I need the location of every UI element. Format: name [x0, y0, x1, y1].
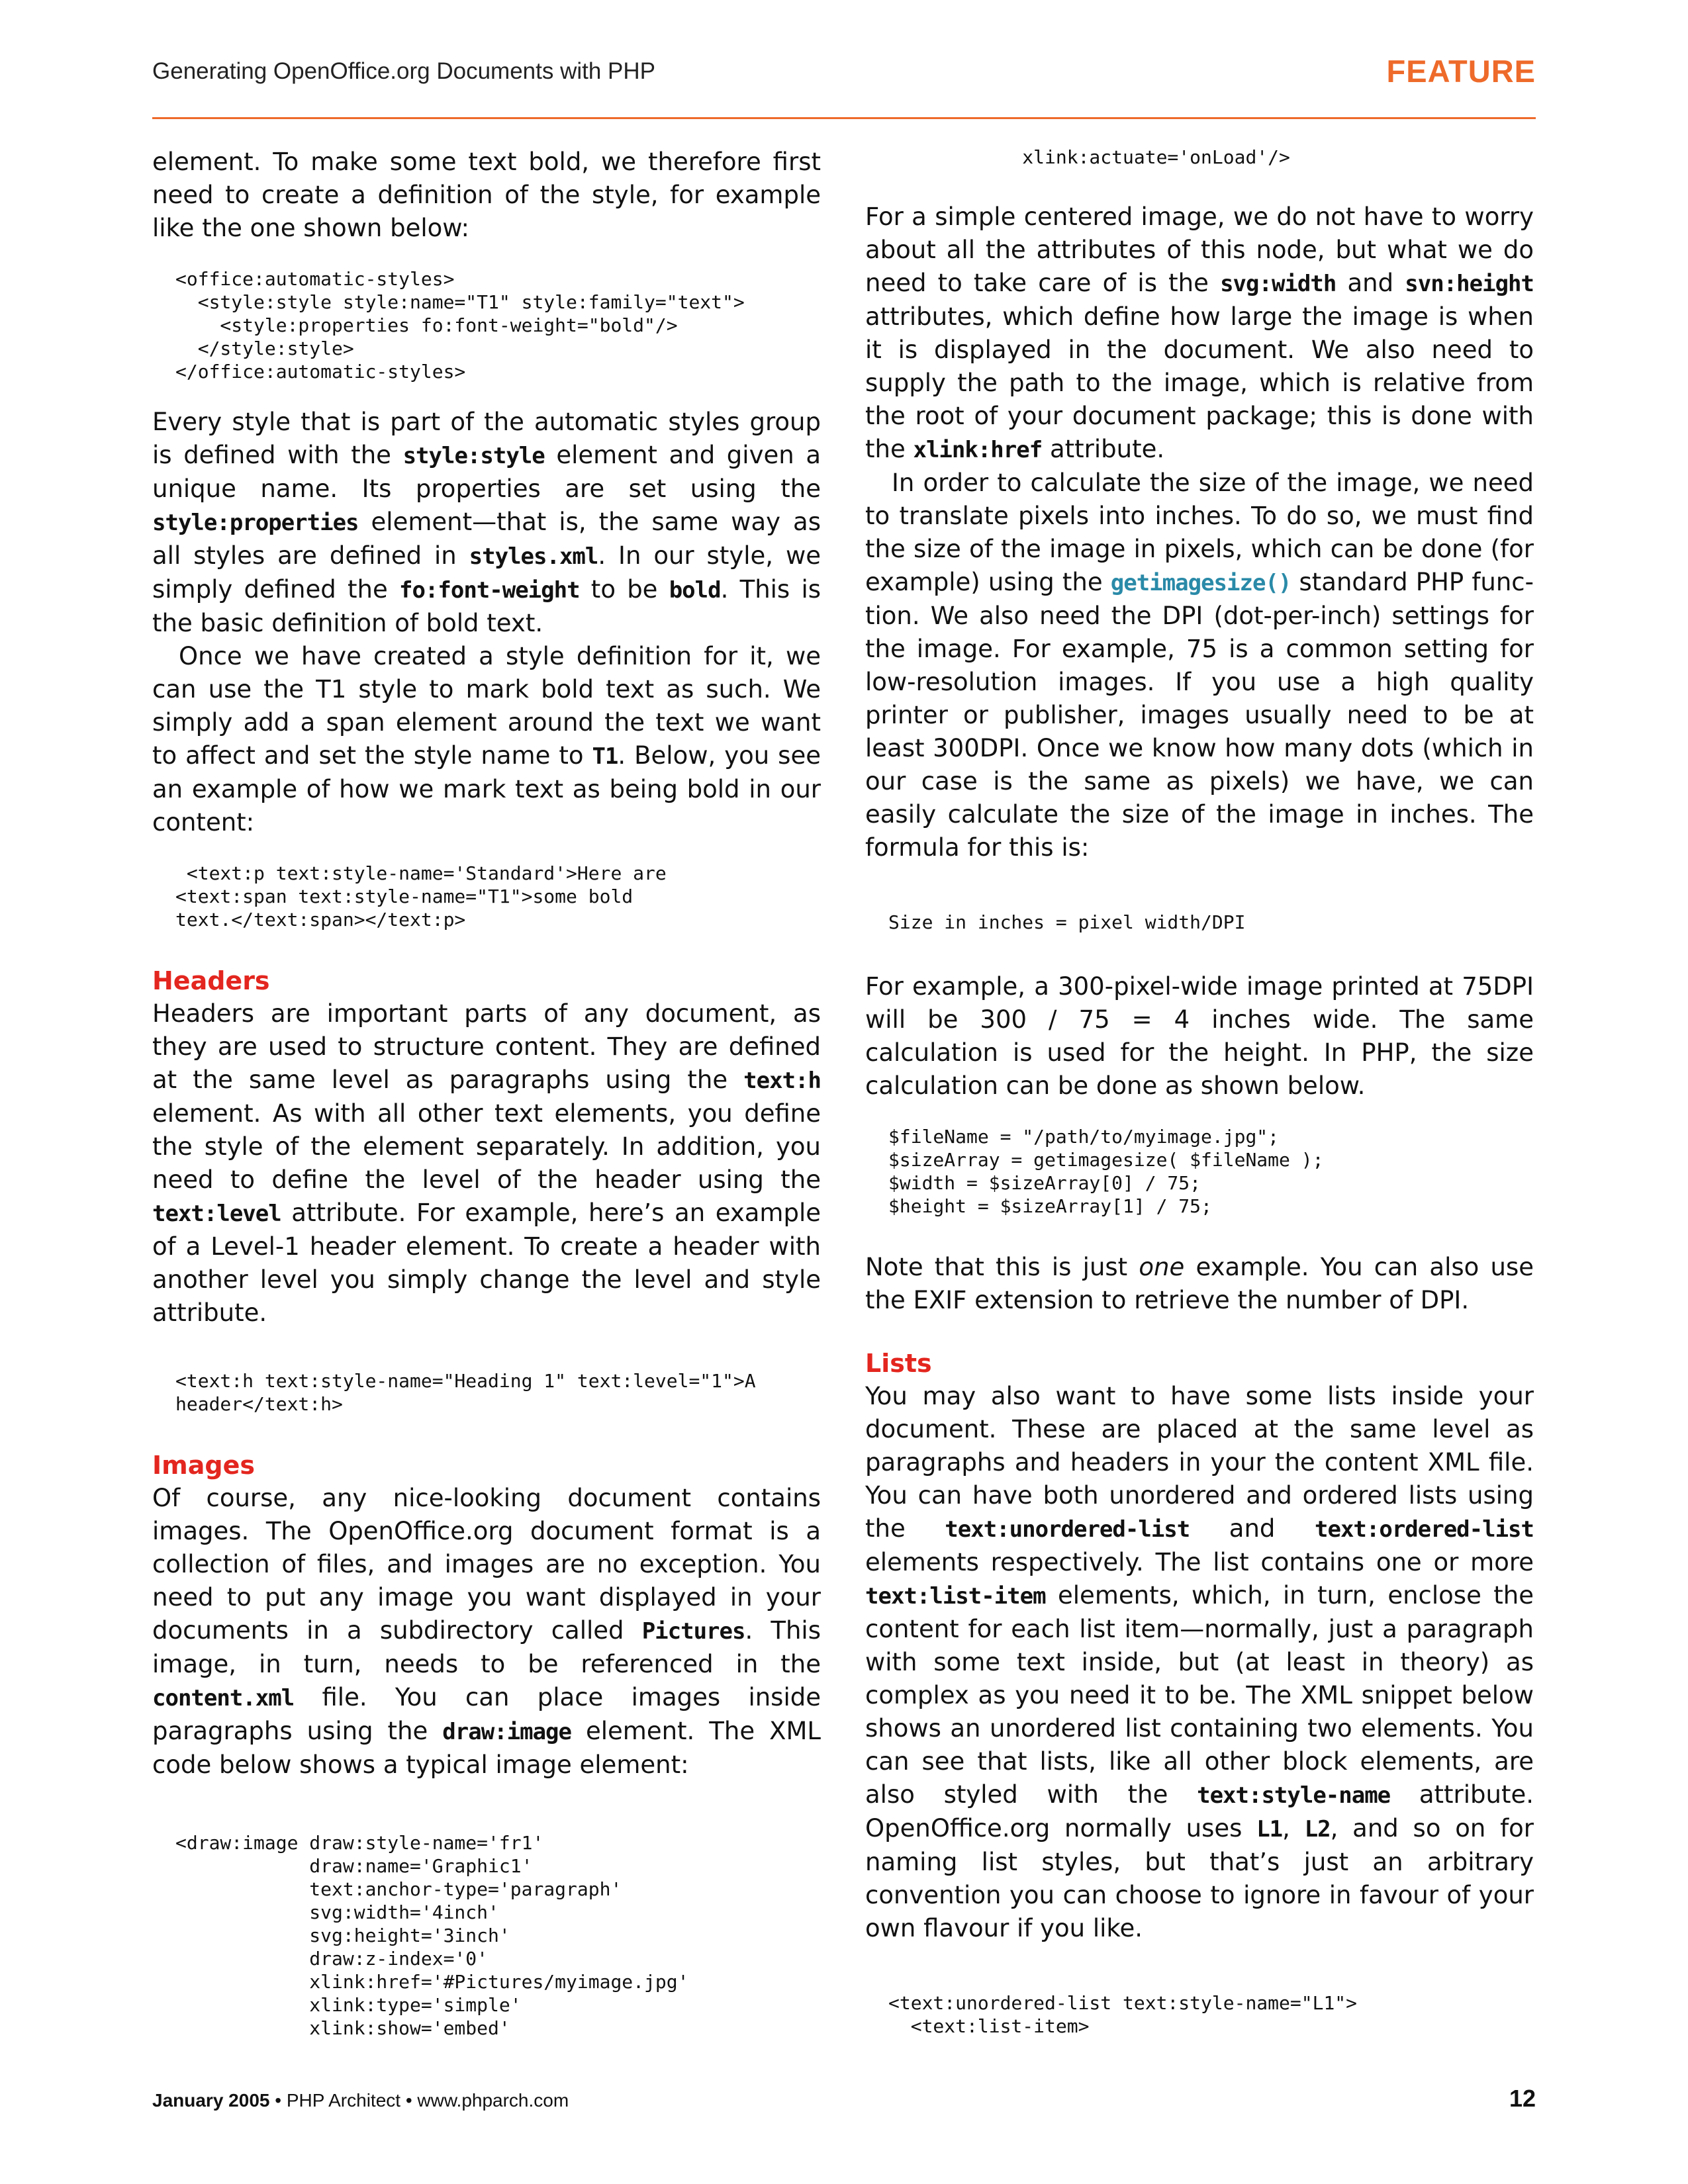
inline-code: svg:width: [1220, 271, 1336, 297]
paragraph: Of course, any nice-looking document contains images. The OpenOffice.org document format is a collection of files, and images are no exception. You need to put any image you want displayed in your documents in a subdirectory called Pictures. This image, in turn, needs to be referenced in the content.xml file. You can place images inside paragraphs using the draw:image element. The XML code below shows a typical image element:: [152, 1484, 821, 1779]
inline-code: Pictures: [641, 1618, 745, 1645]
code-block-formula: Size in inches = pixel width/DPI: [888, 911, 1246, 933]
code-block-span: <text:p text:style-name='Standard'>Here are <text:span text:style-name="T1">some bold text.</text:span></text:p>: [175, 862, 667, 931]
inline-code: style:properties: [152, 510, 359, 536]
inline-code: text:ordered-list: [1315, 1516, 1534, 1543]
inline-code-link[interactable]: getimagesize(): [1110, 570, 1291, 596]
inline-code: text:style-name: [1197, 1782, 1391, 1809]
inline-code: text:h: [743, 1068, 821, 1094]
paragraph: Every style that is part of the automatic styles group is defined with the style:style element and given a unique name. Its properties are set using the style:properties element—that is, the same way as all styles are defined in styles.xml. In our style, we simply defined the fo:font-weight to be bold. This is the basic definition of bold text.: [152, 408, 821, 637]
publication-info: • PHP Architect • www.phparch.com: [269, 2090, 569, 2111]
running-title: Generating OpenOffice.org Documents with PHP: [152, 58, 656, 84]
code-block-list: <text:unordered-list text:style-name="L1"> <text:list-item>: [888, 1992, 1358, 2037]
code-block-php: $fileName = "/path/to/myimage.jpg"; $sizeArray = getimagesize( $fileName ); $width = $sizeArray[0] / 75; $height = $sizeArray[1] / 75;: [888, 1126, 1324, 1217]
emphasis: one: [1139, 1253, 1185, 1281]
inline-code: L1: [1256, 1816, 1283, 1843]
paragraph: For example, a 300-pixel-wide image printed at 75DPI will be 300 / 75 = 4 inches wide. The same calculation is used for the height. In PHP, the size calculation can be done as shown below.: [865, 972, 1534, 1100]
right-column: [865, 146, 1534, 2038]
code-block-styles: <office:automatic-styles> <style:style style:name="T1" style:family="text"> <style:properties fo:font-weight="bold"/> </style:style> </office:automatic-styles>: [175, 268, 745, 383]
paragraph: Headers are important parts of any document, as they are used to structure content. They are defined at the same level as paragraphs using the text:h element. As with all other text elements, you define the style of the element separately. In addition, you need to define the level of the header using the text:level attribute. For example, here’s an example of a Level-1 header element. To create a header with another level you simply change the level and style attribute.: [152, 999, 821, 1327]
left-column: [152, 146, 821, 2040]
paragraph: Once we have created a style definition for it, we can use the T1 style to mark bold text as such. We simply add a span element around the text we want to affect and set the style name to T1. Below, you see an example of how we mark text as being bold in our content:: [152, 642, 821, 837]
page-footer: [152, 2085, 1536, 2118]
section-heading-images: Images: [152, 1451, 255, 1480]
issue-date: January 2005: [152, 2090, 270, 2111]
paragraph: element. To make some text bold, we therefore first need to create a definition of the style, for example like the one shown below:: [152, 148, 821, 242]
inline-code: text:level: [152, 1201, 281, 1227]
page-number: 12: [1509, 2085, 1536, 2112]
code-block-header: <text:h text:style-name="Heading 1" text:level="1">A header</text:h>: [175, 1370, 756, 1415]
inline-code: L2: [1304, 1816, 1331, 1843]
paragraph: You may also want to have some lists inside your document. These are placed at the same level as paragraphs and headers in your the content XML file. You can have both unordered and ordered lists using the text:unordered-list and text:ordered-list elements respectively. The list contains one or more text:list-item elements, which, in turn, enclose the content for each list item—normally, just a paragraph with some text inside, but (at least in theory) as complex as you need it to be. The XML snippet below shows an unordered list containing two elements. You can see that lists, like all other block elements, are also styled with the text:style-name attribute. OpenOffice.org normally uses L1, L2, and so on for naming list styles, but that’s just an arbitrary convention you can choose to ignore in favour of your own flavour if you like.: [865, 1382, 1534, 1942]
code-block-image: <draw:image draw:style-name='fr1' draw:name='Graphic1' text:anchor-type='paragraph' svg:width='4inch' svg:height='3inch' draw:z-index='0' xlink:href='#Pictures/myimage.jpg' xlink:type='simple' xlink:show='embed': [175, 1832, 689, 2039]
inline-code: xlink:href: [913, 437, 1043, 463]
inline-code: style:style: [402, 443, 545, 469]
page-header: [152, 53, 1536, 119]
section-heading-lists: Lists: [865, 1349, 932, 1378]
inline-code: T1: [592, 743, 618, 770]
inline-code: fo:font-weight: [399, 577, 580, 604]
footer-info: [152, 2090, 569, 2111]
inline-code: styles.xml: [469, 543, 598, 570]
inline-code: bold: [669, 577, 721, 604]
code-block-actuate: xlink:actuate='onLoad'/>: [888, 146, 1290, 168]
paragraph: Note that this is just one example. You can also use the EXIF extension to retrieve the number of DPI.: [865, 1253, 1534, 1314]
section-label: FEATURE: [1386, 54, 1536, 89]
inline-code: content.xml: [152, 1685, 295, 1711]
section-heading-headers: Headers: [152, 966, 270, 995]
inline-code: text:list-item: [865, 1583, 1046, 1610]
paragraph: For a simple centered image, we do not have to worry about all the attributes of this node, but what we do need to take care of is the svg:width and svn:height attributes, which define how large the image is when it is displayed in the document. We also need to supply the path to the image, which is relative from the root of your document package; this is done with the xlink:href attribute.: [865, 203, 1534, 463]
header-rule: [152, 117, 1536, 119]
inline-code: svn:height: [1405, 271, 1534, 297]
paragraph: In order to calculate the size of the image, we need to translate pixels into inches. To do so, we must find the size of the image in pixels, which can be done (for example) using the getimagesize() standard PHP function. We also need the DPI (dot-per-inch) settings for the image. For example, 75 is a common setting for low-resolution images. If you use a high quality printer or publisher, images usually need to be at least 300DPI. Once we know how many dots (which in our case is the same as pixels) we have, we can easily calculate the size of the image in inches. The formula for this is:: [865, 469, 1534, 862]
inline-code: text:unordered-list: [945, 1516, 1190, 1543]
inline-code: draw:image: [442, 1719, 571, 1745]
